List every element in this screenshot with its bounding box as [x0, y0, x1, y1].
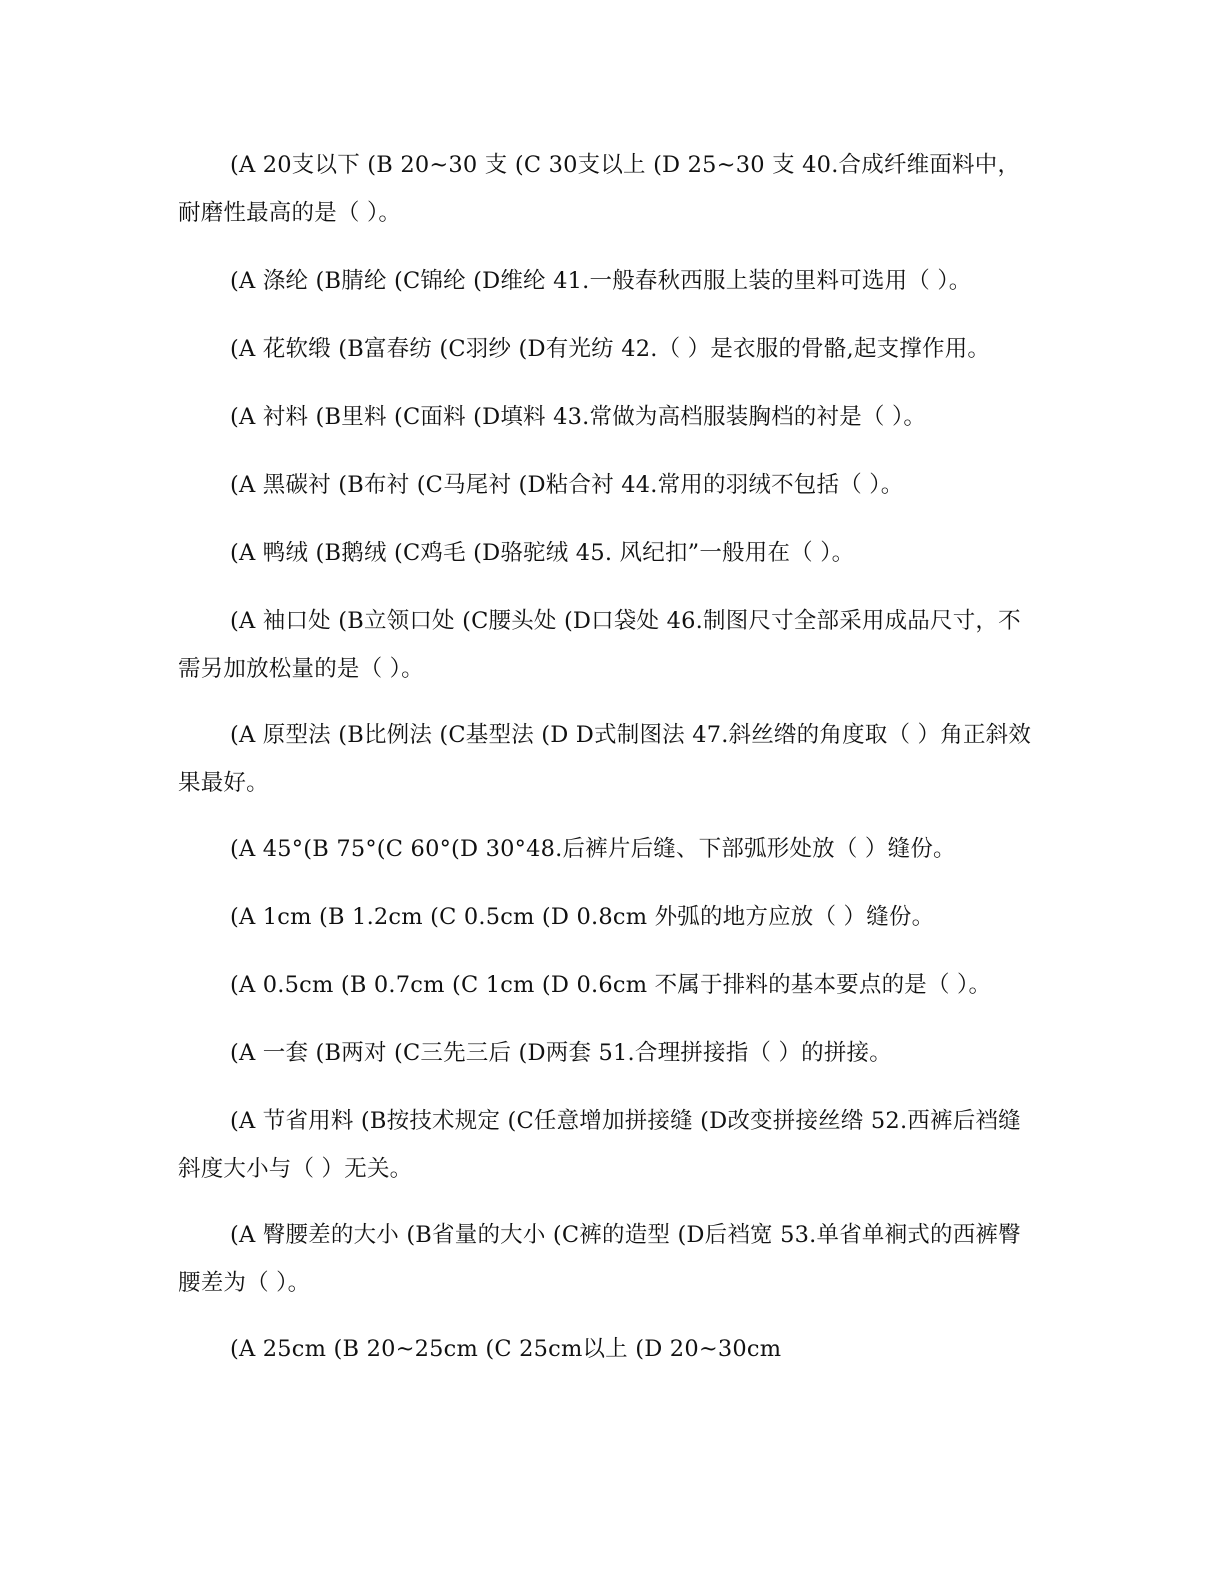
- question-line-10: (A 1cm (B 1.2cm (C 0.5cm (D 0.8cm 外弧的地方应放（ ）缝份。: [230, 904, 935, 930]
- question-line-5: (A 黑碳衬 (B布衬 (C马尾衬 (D粘合衬 44.常用的羽绒不包括（ ）。: [230, 472, 904, 498]
- question-line-4: (A 衬料 (B里料 (C面料 (D填料 43.常做为高档服装胸档的衬是（ ）。: [230, 404, 927, 430]
- question-line-14: (A 臀腰差的大小 (B省量的大小 (C裤的造型 (D后裆宽 53.单省单裥式的西裤臀腰差为（ ）。: [178, 1222, 1021, 1296]
- question-line-15: (A 25cm (B 20~25cm (C 25cm以上 (D 20~30cm: [230, 1336, 782, 1362]
- question-line-11: (A 0.5cm (B 0.7cm (C 1cm (D 0.6cm 不属于排料的基本要点的是（ ）。: [230, 972, 992, 998]
- question-line-7: (A 袖口处 (B立领口处 (C腰头处 (D口袋处 46.制图尺寸全部采用成品尺寸，不需另加放松量的是（ ）。: [178, 608, 1021, 682]
- question-line-3: (A 花软缎 (B富春纺 (C羽纱 (D有光纺 42.（ ）是衣服的骨骼,起支撑作用。: [230, 336, 991, 362]
- question-line-13: (A 节省用料 (B按技术规定 (C任意增加拼接缝 (D改变拼接丝绺 52.西裤后裆缝斜度大小与（ ）无关。: [178, 1108, 1021, 1182]
- question-line-12: (A 一套 (B两对 (C三先三后 (D两套 51.合理拼接指（ ）的拼接。: [230, 1040, 892, 1066]
- question-line-1: (A 20支以下 (B 20~30 支 (C 30支以上 (D 25~30 支 40.合成纤维面料中，耐磨性最高的是（ ）。: [178, 152, 1021, 226]
- question-line-2: (A 涤纶 (B腈纶 (C锦纶 (D维纶 41.一般春秋西服上装的里料可选用（ ）。: [230, 268, 972, 294]
- question-line-6: (A 鸭绒 (B鹅绒 (C鸡毛 (D骆驼绒 45. 风纪扣”一般用在（ ）。: [230, 540, 855, 566]
- question-line-8: (A 原型法 (B比例法 (C基型法 (D D式制图法 47.斜丝绺的角度取（ ）角正斜效果最好。: [178, 722, 1032, 796]
- question-line-9: (A 45°(B 75°(C 60°(D 30°48.后裤片后缝、下部弧形处放（ ）缝份。: [230, 836, 956, 862]
